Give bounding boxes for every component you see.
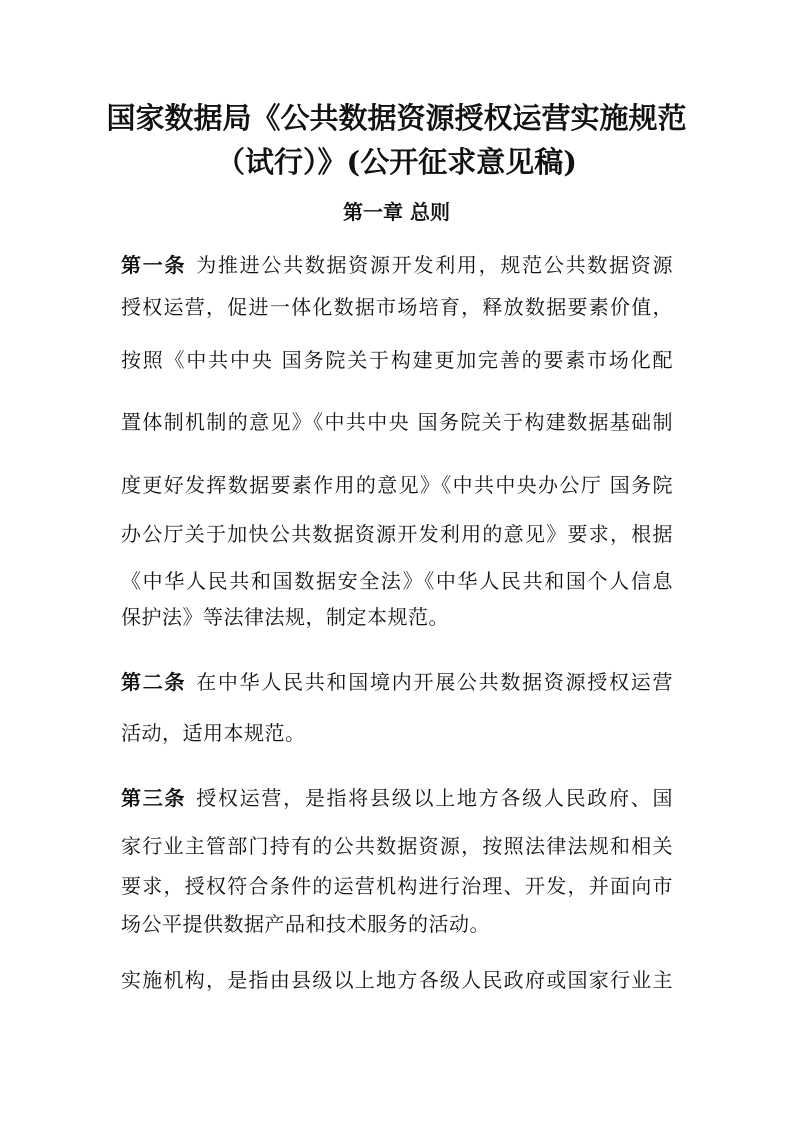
article-2-line-1: 第二条 在中华人民共和国境内开展公共数据资源授权运营 [121,670,673,694]
article-1-line-7: 《中华人民共和国数据安全法》《中华人民共和国个人信息 [121,569,673,593]
implementing-agency-line-1: 实施机构，是指由县级以上地方各级人民政府或国家行业主 [121,968,673,992]
article-1-line-8: 保护法》等法律法规，制定本规范。 [121,605,449,629]
article-1-line-3: 按照《中共中央 国务院关于构建更加完善的要素市场化配 [121,348,673,372]
article-2-line-2: 活动，适用本规范。 [121,721,306,745]
article-2-label: 第二条 [121,670,187,694]
article-3-line-2: 家行业主管部门持有的公共数据资源，按照法律法规和相关 [121,834,673,858]
article-3-line-1: 第三条 授权运营，是指将县级以上地方各级人民政府、国 [121,786,673,810]
article-3-line-4: 场公平提供数据产品和技术服务的活动。 [121,912,490,936]
article-1-label: 第一条 [121,253,187,277]
document-title: 国家数据局《公共数据资源授权运营实施规范（试行）》(公开征求意见稿) [106,101,687,179]
article-1-line-5: 度更好发挥数据要素作用的意见》《中共中央办公厅 国务院 [121,473,673,497]
article-1-line-6: 办公厅关于加快公共数据资源开发利用的意见》要求，根据 [121,522,673,546]
article-1-line-1: 第一条 为推进公共数据资源开发利用，规范公共数据资源 [121,253,673,277]
article-1-line-4: 置体制机制的意见》《中共中央 国务院关于构建数据基础制 [121,410,673,434]
chapter-heading: 第一章 总则 [343,200,450,224]
article-3-line-3: 要求，授权符合条件的运营机构进行治理、开发，并面向市 [121,874,673,898]
article-1-line-2: 授权运营，促进一体化数据市场培育，释放数据要素价值， [121,295,673,319]
article-3-label: 第三条 [121,786,187,810]
